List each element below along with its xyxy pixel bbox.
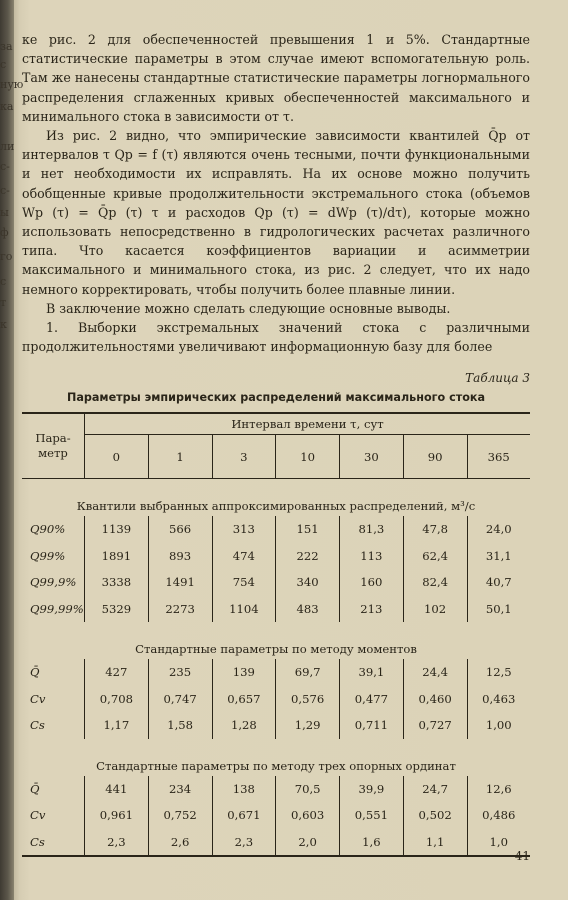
parameters-table: [22, 412, 530, 857]
row-label: Cv: [22, 686, 85, 713]
margin-fragment: ли: [0, 140, 15, 153]
table-cell: 0,961: [85, 802, 149, 829]
table-cell: 893: [148, 543, 212, 570]
table-cell: 1,28: [212, 712, 276, 739]
table-cell: 0,551: [340, 802, 404, 829]
table-cell: 0,752: [148, 802, 212, 829]
interval-column-header: 90: [403, 435, 467, 479]
margin-fragment: ную: [0, 78, 24, 91]
paragraph-2: Из рис. 2 видно, что эмпирические зависимости квантилей Q̄p от интервалов τ Qp = f (τ) являются очень тесными, почти функциональными и нет необходимости их исправлять. На их основе можно получить обобщенные кривые продолжительности экстремального стока (объемов Wp (τ) = Q̄p (τ) τ и расходов Qp (τ) = dWp (τ)/dτ), которые можно использовать непосредственно в гидрологических расчетах различного типа. Что касается коэффициентов вариации и асимметрии максимального и минимального стока, из рис. 2 следует, что их надо немного корректировать, чтобы получить более плавные линии.: [22, 128, 530, 297]
row-label: Q99,9%: [22, 569, 85, 596]
table-row: [22, 802, 530, 829]
paragraph-4: 1. Выборки экстремальных значений стока с различными продолжительностями увеличивают информационную базу для более: [22, 320, 530, 355]
table-cell: 139: [212, 659, 276, 686]
row-label: Cv: [22, 802, 85, 829]
table-cell: 113: [340, 543, 404, 570]
row-label: Q90%: [22, 516, 85, 543]
section-title: Стандартные параметры по методу трех опорных ординат: [96, 758, 456, 773]
table-cell: 0,657: [212, 686, 276, 713]
table-cell: 483: [276, 596, 340, 623]
row-label: Q99,99%: [22, 596, 85, 623]
table-cell: 0,671: [212, 802, 276, 829]
margin-fragment: с-: [0, 160, 10, 173]
margin-fragment: т: [0, 296, 7, 309]
table-cell: 1,0: [467, 829, 530, 857]
table-cell: 24,0: [485, 522, 512, 537]
table-cell: 2273: [148, 596, 212, 623]
table-cell: 102: [403, 596, 467, 623]
table-cell: 151: [276, 516, 340, 543]
margin-fragment: с: [0, 275, 7, 288]
table-cell: 82,4: [403, 569, 467, 596]
table-cell: 0,477: [340, 686, 404, 713]
table-cell: 39,1: [340, 659, 404, 686]
interval-column-header: 365: [467, 435, 530, 479]
row-label: Cs: [22, 829, 85, 857]
table-cell: 12,6: [485, 781, 512, 796]
table-cell: 1,00: [485, 718, 512, 733]
interval-column-header: 1: [148, 435, 212, 479]
table-cell: 213: [340, 596, 404, 623]
margin-fragment: к: [0, 318, 7, 331]
table-cell: 1139: [85, 516, 149, 543]
table-cell: 24,7: [403, 776, 467, 803]
table-cell: 0,502: [403, 802, 467, 829]
table-cell: 0,727: [403, 712, 467, 739]
section-title: Квантили выбранных аппроксимированных распределений, м³/с: [76, 499, 476, 513]
table-cell: 441: [85, 776, 149, 803]
table-cell: 0,747: [148, 686, 212, 713]
table-cell: 566: [148, 516, 212, 543]
table-row: [22, 516, 530, 543]
table-cell: 1,17: [85, 712, 149, 739]
table-row: [22, 659, 530, 686]
body-text: [22, 30, 530, 356]
margin-fragment: го: [0, 250, 13, 263]
table-cell: 1,6: [340, 829, 404, 857]
table-cell: 3338: [85, 569, 149, 596]
table-cell: 40,7: [485, 575, 512, 590]
table-cell: 234: [148, 776, 212, 803]
table-cell: 313: [212, 516, 276, 543]
table-cell: 1,1: [403, 829, 467, 857]
table-row: [22, 829, 530, 857]
table-cell: 0,463: [482, 691, 516, 706]
interval-column-header: 3: [212, 435, 276, 479]
table-row: [22, 686, 530, 713]
table-row: [22, 569, 530, 596]
margin-fragment: ф: [0, 226, 9, 239]
table-cell: 24,4: [403, 659, 467, 686]
table-cell: 1491: [148, 569, 212, 596]
table-cell: 1,58: [148, 712, 212, 739]
table-cell: 47,8: [403, 516, 467, 543]
table-cell: 138: [212, 776, 276, 803]
table-cell: 0,708: [85, 686, 149, 713]
table-cell: 1,29: [276, 712, 340, 739]
param-header: Пара-метр: [22, 413, 85, 479]
table-cell: 222: [276, 543, 340, 570]
table-caption: Таблица 3: [465, 371, 530, 385]
table-cell: 70,5: [276, 776, 340, 803]
table-cell: 0,711: [340, 712, 404, 739]
paragraph-1: ке рис. 2 для обеспеченностей превышения 1 и 5%. Стандартные статистические параметры в этом случае имеют вспомогательную роль. Там же нанесены стандартные статистические параметры логнормального распределения сглаженных кривых обеспеченностей максимального и минимального стока в зависимости от τ.: [22, 32, 530, 124]
interval-column-header: 30: [340, 435, 404, 479]
table-cell: 69,7: [276, 659, 340, 686]
table-cell: 2,6: [148, 829, 212, 857]
table-cell: 0,486: [482, 808, 516, 823]
book-gutter: [0, 0, 14, 900]
section-title: Стандартные параметры по методу моментов: [135, 642, 417, 656]
margin-fragment: ы: [0, 206, 9, 219]
interval-header: Интервал времени τ, сут: [85, 413, 531, 435]
table-cell: 39,9: [340, 776, 404, 803]
table-cell: 235: [148, 659, 212, 686]
table-row: [22, 776, 530, 803]
table-cell: 1104: [212, 596, 276, 623]
margin-fragment: ка: [0, 100, 14, 113]
row-label: Q99%: [22, 543, 85, 570]
table-cell: 5329: [85, 596, 149, 623]
row-label: Q̄: [22, 776, 85, 803]
table-cell: 754: [212, 569, 276, 596]
table-cell: 340: [276, 569, 340, 596]
table-cell: 2,0: [276, 829, 340, 857]
paragraph-3: В заключение можно сделать следующие основные выводы.: [46, 300, 451, 316]
table-cell: 50,1: [485, 601, 512, 616]
table-row: [22, 543, 530, 570]
page-number: 41: [514, 849, 530, 863]
table-cell: 1891: [85, 543, 149, 570]
table-cell: 2,3: [212, 829, 276, 857]
margin-fragment: за: [0, 40, 13, 53]
table-cell: 427: [85, 659, 149, 686]
table-cell: 31,1: [485, 548, 512, 563]
table-row: [22, 596, 530, 623]
table-cell: 0,576: [276, 686, 340, 713]
table-cell: 62,4: [403, 543, 467, 570]
interval-column-header: 0: [85, 435, 149, 479]
margin-fragment: с-: [0, 184, 10, 197]
margin-fragment: с: [0, 58, 7, 71]
table-row: [22, 712, 530, 739]
table-cell: 0,460: [403, 686, 467, 713]
table-cell: 2,3: [85, 829, 149, 857]
table-cell: 12,5: [485, 665, 512, 680]
row-label: Q̄: [22, 659, 85, 686]
table-cell: 81,3: [340, 516, 404, 543]
table-title: Параметры эмпирических распределений максимального стока: [66, 391, 486, 404]
table-cell: 474: [212, 543, 276, 570]
table-cell: 0,603: [276, 802, 340, 829]
interval-column-header: 10: [276, 435, 340, 479]
row-label: Cs: [22, 712, 85, 739]
table-cell: 160: [340, 569, 404, 596]
